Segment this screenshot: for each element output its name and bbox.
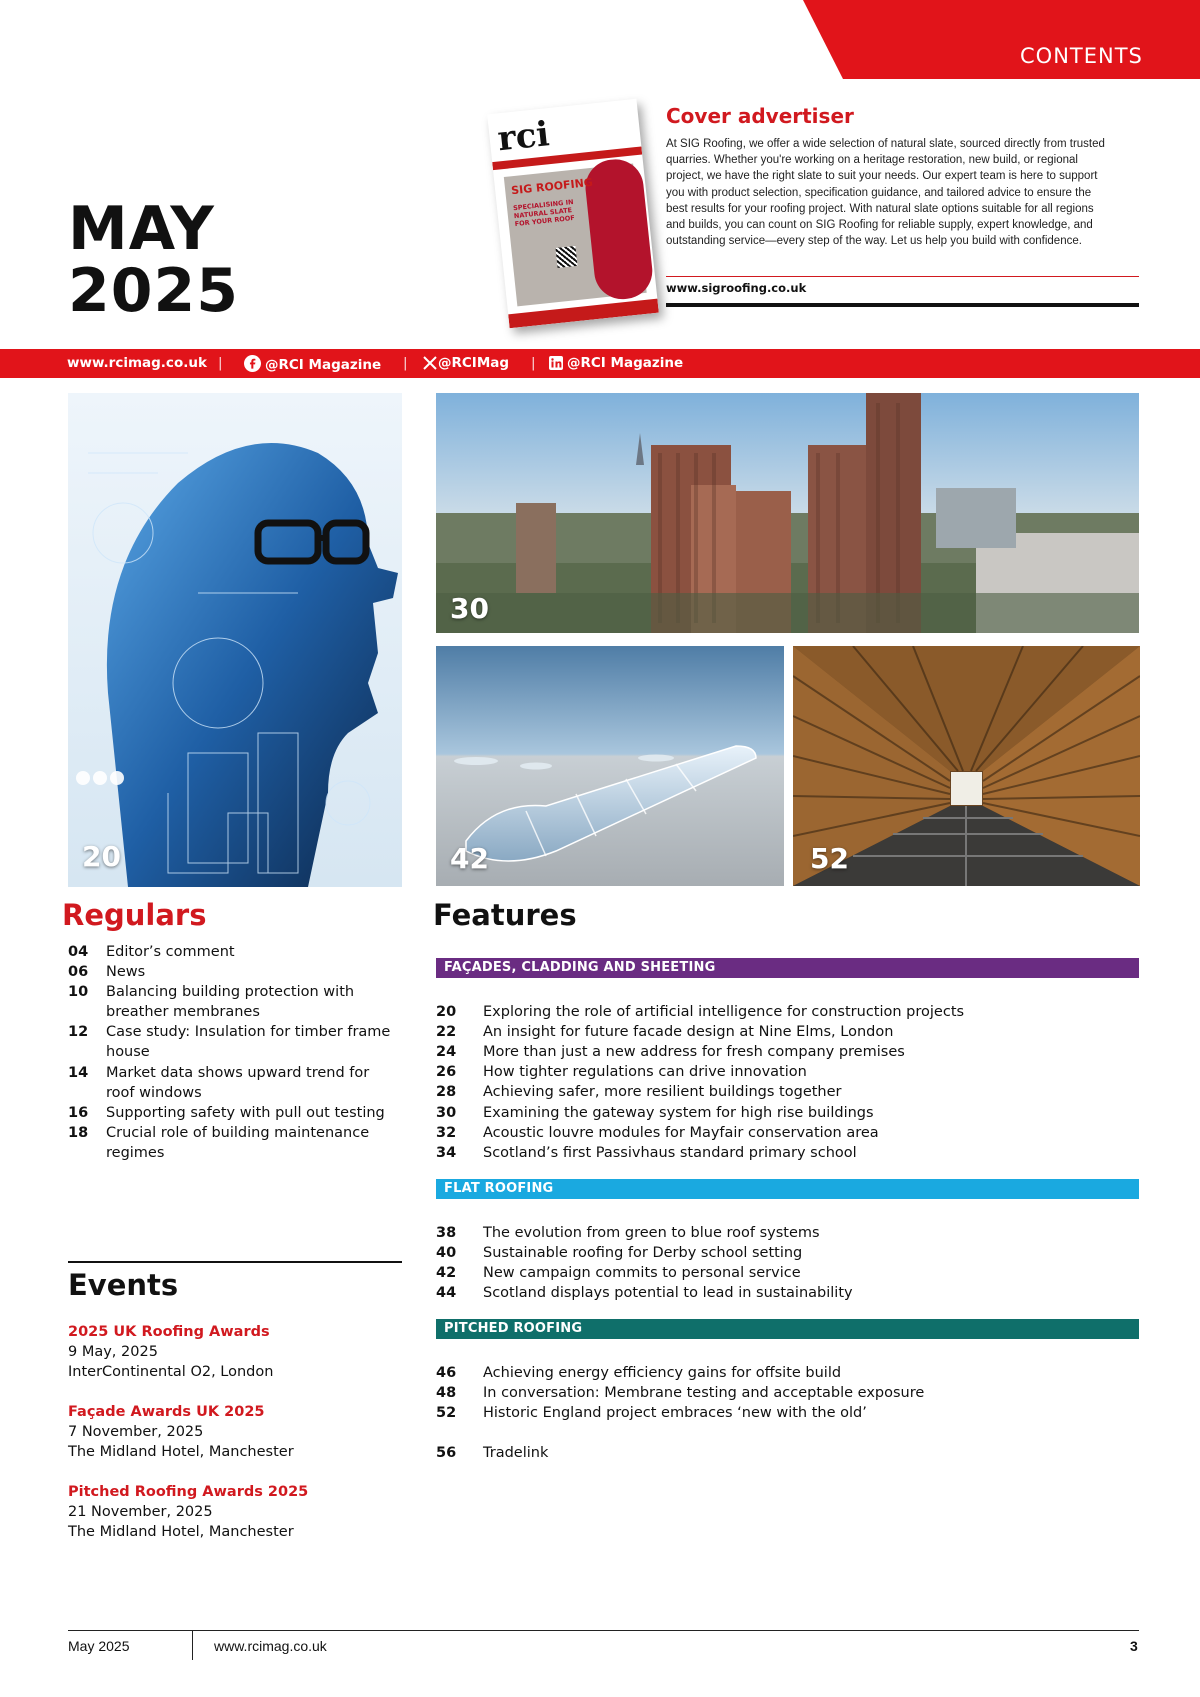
feature-item-page: 40 bbox=[436, 1245, 457, 1262]
regulars-item-page: 16 bbox=[68, 1104, 89, 1121]
feature-item-title: An insight for future facade design at Nine Elms, London bbox=[483, 1024, 894, 1041]
divider bbox=[68, 1261, 402, 1263]
events-heading: Events bbox=[68, 1268, 179, 1302]
feature-item-page: 44 bbox=[436, 1285, 457, 1302]
cover-thumbnail bbox=[487, 99, 659, 329]
regulars-item-title: Case study: Insulation for timber frame bbox=[106, 1024, 391, 1041]
cover-advertiser-title: Cover advertiser bbox=[666, 104, 854, 128]
feature-item-page: 46 bbox=[436, 1365, 457, 1381]
regulars-item-title: breather membranes bbox=[106, 1004, 260, 1021]
linkedin-link[interactable] bbox=[549, 355, 683, 371]
regulars-item-title: roof windows bbox=[106, 1084, 202, 1101]
feature-item-page: 38 bbox=[436, 1225, 457, 1241]
event-date: 9 May, 2025 bbox=[68, 1344, 158, 1360]
regulars-item-title: Supporting safety with pull out testing bbox=[106, 1104, 385, 1121]
feature-item-page: 26 bbox=[436, 1064, 457, 1081]
feature-item-page: 32 bbox=[436, 1124, 457, 1141]
feature-image-ai[interactable] bbox=[68, 393, 402, 887]
feature-item-title: Examining the gateway system for high rise buildings bbox=[483, 1104, 874, 1121]
event-venue: The Midland Hotel, Manchester bbox=[68, 1524, 294, 1540]
feature-image-walkway[interactable] bbox=[793, 646, 1140, 886]
feature-item-title: Achieving energy efficiency gains for offsite build bbox=[483, 1365, 842, 1381]
feature-item-title: In conversation: Membrane testing and acceptable exposure bbox=[483, 1385, 925, 1402]
image-page-number: 52 bbox=[810, 842, 849, 875]
feature-item-title: More than just a new address for fresh company premises bbox=[483, 1044, 905, 1061]
issue-title bbox=[68, 194, 239, 326]
feature-item-title: Scotland’s first Passivhaus standard primary school bbox=[483, 1144, 857, 1161]
regulars-item-page: 10 bbox=[68, 984, 89, 1001]
cover-advertiser-text: At SIG Roofing, we offer a wide selection of natural slate, sourced directly from trusted quarries. Whether you're working on a heritage restoration, new build, or regional project, we have the right slate to suit your needs. Our expert team is here to support you with product selection, specification guidance, and tailored advice to ensure the best results for your roofing project. With natural slate options suitable for all regions and builds, you can count on SIG Roofing for reliable supply, expert knowledge, and outstanding service—every step of the way. Let us help you build with confidence. bbox=[666, 138, 1105, 248]
event-date: 21 November, 2025 bbox=[68, 1504, 213, 1520]
feature-item-page: 52 bbox=[436, 1405, 457, 1422]
cover-blurb: SPECIALISING IN NATURAL SLATE FOR YOUR ROOF bbox=[512, 197, 576, 229]
feature-item-page: 56 bbox=[436, 1445, 457, 1461]
feature-item-title: The evolution from green to blue roof systems bbox=[483, 1225, 820, 1241]
footer-website[interactable]: www.rcimag.co.uk bbox=[214, 1638, 327, 1654]
event-name[interactable]: Façade Awards UK 2025 bbox=[68, 1404, 265, 1420]
feature-item-page: 42 bbox=[436, 1265, 457, 1282]
ai-silhouette-illustration bbox=[68, 393, 402, 887]
feature-image-skyline[interactable] bbox=[436, 393, 1139, 633]
feature-item-title: Acoustic louvre modules for Mayfair conservation area bbox=[483, 1124, 879, 1141]
page-number: 3 bbox=[1130, 1638, 1138, 1654]
image-page-number: 42 bbox=[450, 842, 489, 875]
image-page-number: 30 bbox=[450, 592, 489, 625]
x-handle: @RCIMag bbox=[438, 355, 510, 371]
feature-item-page: 24 bbox=[436, 1044, 457, 1061]
divider bbox=[666, 303, 1139, 307]
feature-item-title: How tighter regulations can drive innovation bbox=[483, 1064, 807, 1081]
event-venue: InterContinental O2, London bbox=[68, 1364, 274, 1380]
feature-item-title: Achieving safer, more resilient buildings together bbox=[483, 1084, 842, 1101]
x-link[interactable] bbox=[423, 355, 509, 371]
facebook-handle: @RCI Magazine bbox=[265, 357, 382, 373]
footer-separator bbox=[192, 1630, 193, 1660]
event-venue: The Midland Hotel, Manchester bbox=[68, 1444, 294, 1460]
feature-image-rooflights[interactable] bbox=[436, 646, 784, 886]
feature-item-title: Historic England project embraces ‘new with the old’ bbox=[483, 1405, 867, 1422]
feature-item-page: 34 bbox=[436, 1144, 457, 1161]
separator: | bbox=[218, 355, 223, 371]
cover-logo: rci bbox=[495, 114, 552, 160]
regulars-item-title: Crucial role of building maintenance bbox=[106, 1124, 370, 1141]
regulars-item-page: 06 bbox=[68, 964, 89, 981]
regulars-item-title: News bbox=[106, 964, 146, 981]
regulars-heading: Regulars bbox=[62, 898, 207, 932]
event-date: 7 November, 2025 bbox=[68, 1424, 204, 1440]
separator: | bbox=[403, 355, 408, 371]
category-header: PITCHED ROOFING bbox=[436, 1319, 1139, 1339]
qr-code-icon bbox=[556, 246, 578, 268]
facebook-icon bbox=[244, 355, 261, 372]
separator: | bbox=[531, 355, 536, 371]
feature-item-page: 22 bbox=[436, 1024, 457, 1041]
regulars-item-title: Editor’s comment bbox=[106, 944, 235, 960]
regulars-item-page: 04 bbox=[68, 944, 89, 960]
footer-divider bbox=[68, 1630, 1139, 1631]
feature-item-title: Tradelink bbox=[483, 1445, 549, 1461]
feature-item-page: 20 bbox=[436, 1004, 457, 1020]
divider bbox=[666, 276, 1139, 277]
website-link[interactable]: www.rcimag.co.uk bbox=[67, 355, 207, 371]
feature-item-page: 28 bbox=[436, 1084, 457, 1101]
footer-issue: May 2025 bbox=[68, 1638, 130, 1654]
skyline-photo bbox=[436, 393, 1139, 633]
category-header: FLAT ROOFING bbox=[436, 1179, 1139, 1199]
feature-item-page: 48 bbox=[436, 1385, 457, 1402]
event-name[interactable]: Pitched Roofing Awards 2025 bbox=[68, 1484, 309, 1500]
linkedin-handle: @RCI Magazine bbox=[567, 355, 684, 371]
social-bar bbox=[0, 349, 1200, 378]
regulars-item-title: Market data shows upward trend for bbox=[106, 1064, 370, 1081]
category-header: FAÇADES, CLADDING AND SHEETING bbox=[436, 958, 1139, 978]
cover-advertiser-link[interactable]: www.sigroofing.co.uk bbox=[666, 281, 807, 295]
feature-item-title: Exploring the role of artificial intelligence for construction projects bbox=[483, 1004, 965, 1020]
event-name[interactable]: 2025 UK Roofing Awards bbox=[68, 1324, 270, 1340]
section-label: CONTENTS bbox=[1020, 44, 1143, 68]
linkedin-icon bbox=[549, 356, 563, 370]
feature-item-title: Scotland displays potential to lead in sustainability bbox=[483, 1285, 853, 1302]
feature-item-title: New campaign commits to personal service bbox=[483, 1265, 801, 1282]
regulars-item-title: regimes bbox=[106, 1144, 165, 1161]
feature-item-page: 30 bbox=[436, 1104, 457, 1121]
features-heading: Features bbox=[433, 898, 577, 932]
cover-brand: SIG ROOFING bbox=[510, 175, 594, 198]
regulars-item-page: 18 bbox=[68, 1124, 89, 1141]
issue-month: MAY bbox=[68, 194, 215, 264]
feature-item-title: Sustainable roofing for Derby school setting bbox=[483, 1245, 803, 1262]
facebook-link[interactable] bbox=[244, 355, 381, 373]
regulars-item-title: Balancing building protection with bbox=[106, 984, 355, 1001]
regulars-item-page: 12 bbox=[68, 1024, 89, 1041]
regulars-item-page: 14 bbox=[68, 1064, 89, 1081]
x-icon bbox=[423, 356, 437, 370]
regulars-item-title: house bbox=[106, 1044, 150, 1061]
issue-year: 2025 bbox=[68, 256, 239, 326]
image-page-number: 20 bbox=[82, 840, 121, 873]
